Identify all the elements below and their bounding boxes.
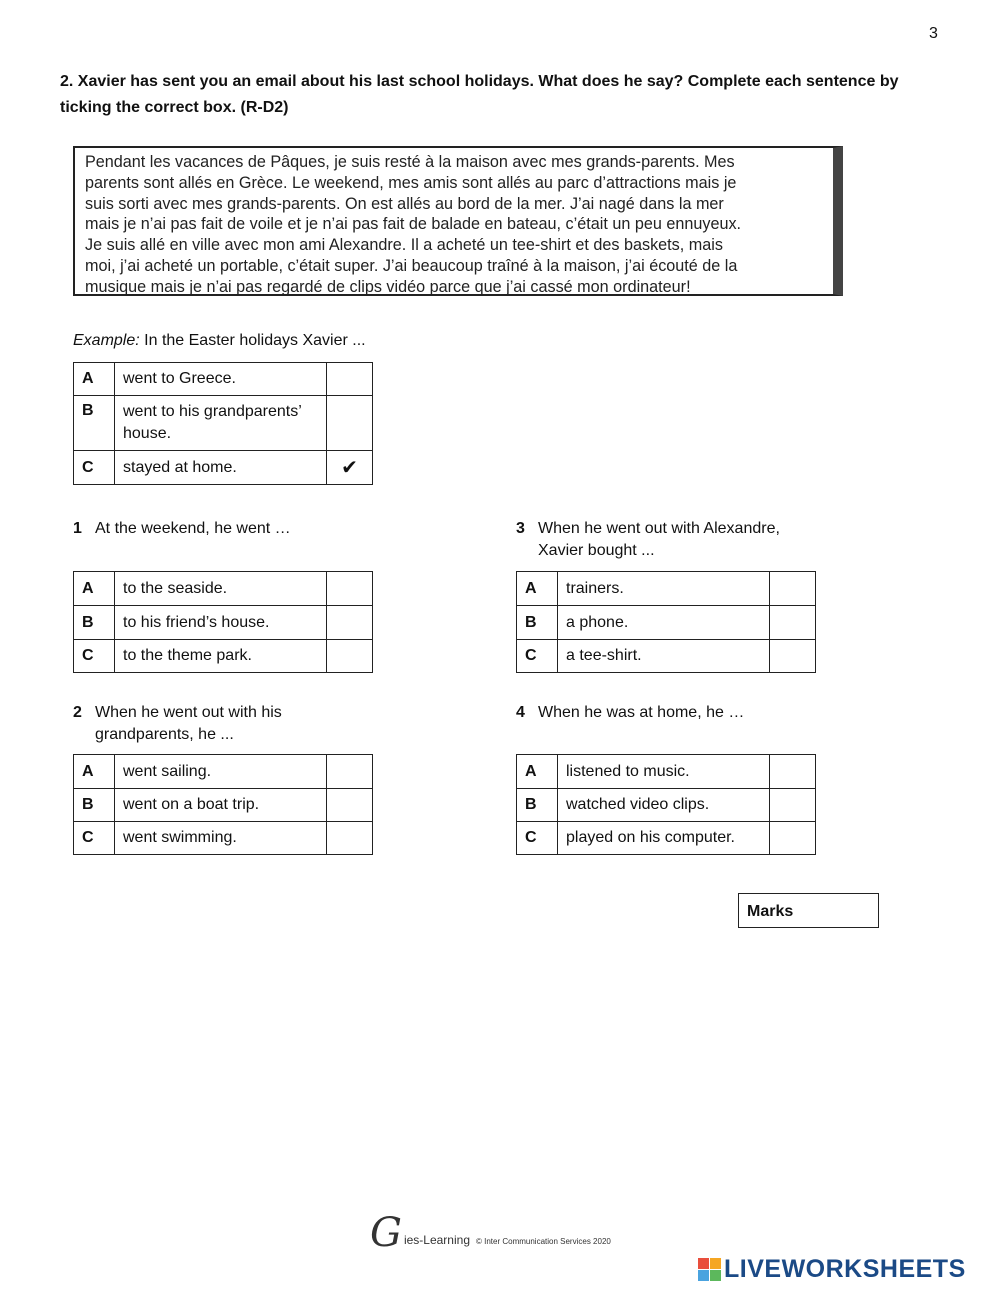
option-text: listened to music. xyxy=(558,755,770,789)
question-1-options-table xyxy=(73,571,373,673)
option-text: went on a boat trip. xyxy=(115,789,327,822)
question-number: 4 xyxy=(516,704,525,721)
option-letter: B xyxy=(74,396,115,451)
option-letter: A xyxy=(74,572,115,606)
option-letter: C xyxy=(74,640,115,673)
email-line: Je suis allé en ville avec mon ami Alexandre. Il a acheté un tee-shirt et des baskets, mais xyxy=(85,236,723,255)
email-line: mais je n’ai pas fait de voile et je n’ai pas fait de balade en bateau, c’était un peu ennuyeux. xyxy=(85,215,742,234)
option-text: trainers. xyxy=(558,572,770,606)
option-letter: A xyxy=(74,363,115,396)
option-text: to the theme park. xyxy=(115,640,327,673)
page-number: 3 xyxy=(929,25,938,42)
email-line: parents sont allés en Grèce. Le weekend, mes amis sont allés au parc d’attractions mais je xyxy=(85,173,737,192)
liveworksheets-logo xyxy=(698,1255,966,1284)
email-line: musique mais je n’ai pas regardé de clips vidéo parce que j’ai cassé mon ordinateur! xyxy=(85,277,691,296)
logo-square xyxy=(710,1258,721,1269)
example-options-table xyxy=(73,362,373,485)
option-letter: A xyxy=(517,572,558,606)
question-text: When he was at home, he … xyxy=(538,704,745,721)
option-row xyxy=(74,451,373,485)
option-letter: B xyxy=(74,789,115,822)
tick-box[interactable] xyxy=(327,822,373,855)
email-line: Pendant les vacances de Pâques, je suis resté à la maison avec mes grands-parents. Mes xyxy=(85,153,735,171)
option-text: went sailing. xyxy=(115,755,327,789)
question-2-prompt xyxy=(73,702,282,746)
question-2-options-table xyxy=(73,754,373,855)
option-text: went to Greece. xyxy=(115,363,327,396)
option-row xyxy=(74,789,373,822)
option-row xyxy=(74,363,373,396)
tick-box[interactable] xyxy=(770,822,816,855)
option-letter: C xyxy=(74,451,115,485)
tick-box[interactable] xyxy=(770,606,816,640)
question-number: 3 xyxy=(516,520,525,537)
tick-box[interactable] xyxy=(327,789,373,822)
email-line: moi, j’ai acheté un portable, c’était super. J’ai beaucoup traîné à la maison, j’ai écouté de la xyxy=(85,256,738,275)
marks-box[interactable]: Marks xyxy=(738,893,879,928)
instructions: 2. Xavier has sent you an email about his last school holidays. What does he say? Complete each sentence by ticking the correct box. (R-D2) xyxy=(60,73,899,116)
option-text: played on his computer. xyxy=(558,822,770,855)
option-row xyxy=(74,640,373,673)
tick-box[interactable] xyxy=(327,396,373,451)
tick-box[interactable] xyxy=(327,572,373,606)
option-text: watched video clips. xyxy=(558,789,770,822)
option-text: to his friend’s house. xyxy=(115,606,327,640)
copyright: © Inter Communication Services 2020 xyxy=(476,1237,611,1246)
option-letter: A xyxy=(517,755,558,789)
tick-box[interactable] xyxy=(327,363,373,396)
example-question: In the Easter holidays Xavier ... xyxy=(144,332,366,349)
tick-box[interactable] xyxy=(770,572,816,606)
liveworksheets-brand: LIVEWORKSHEETS xyxy=(724,1255,966,1283)
question-3-options-table xyxy=(516,571,816,673)
logo-glyph: G xyxy=(370,1210,402,1256)
question-4-prompt xyxy=(516,702,744,724)
option-row xyxy=(74,822,373,855)
option-row xyxy=(74,572,373,606)
option-text: to the seaside. xyxy=(115,572,327,606)
question-text: grandparents, he ... xyxy=(95,726,234,743)
option-row xyxy=(517,789,816,822)
option-text: a tee-shirt. xyxy=(558,640,770,673)
option-text: a phone. xyxy=(558,606,770,640)
option-text: went to his grandparents’ house. xyxy=(115,396,327,451)
email-line: suis sorti avec mes grands-parents. On est allés au bord de la mer. J’ai nagé dans la mer xyxy=(85,194,724,213)
option-row xyxy=(517,640,816,673)
option-row xyxy=(74,755,373,789)
option-row xyxy=(517,755,816,789)
option-row xyxy=(74,396,373,451)
question-1-prompt xyxy=(73,518,291,540)
tick-box[interactable] xyxy=(770,789,816,822)
question-text: Xavier bought ... xyxy=(538,542,655,559)
option-letter: B xyxy=(517,789,558,822)
question-4-options-table xyxy=(516,754,816,855)
tick-box-checked[interactable]: ✔ xyxy=(327,451,373,485)
example-prompt xyxy=(73,332,366,350)
option-text: stayed at home. xyxy=(115,451,327,485)
option-text: went swimming. xyxy=(115,822,327,855)
option-letter: B xyxy=(517,606,558,640)
option-row xyxy=(517,572,816,606)
question-text: When he went out with his xyxy=(95,704,282,721)
question-text: At the weekend, he went … xyxy=(95,520,291,537)
logo-square xyxy=(710,1270,721,1281)
option-row xyxy=(517,822,816,855)
tick-box[interactable] xyxy=(770,755,816,789)
publisher-logo xyxy=(370,1210,611,1256)
example-label: Example: xyxy=(73,332,140,349)
tick-box[interactable] xyxy=(327,755,373,789)
tick-box[interactable] xyxy=(327,606,373,640)
logo-square xyxy=(698,1258,709,1269)
option-row xyxy=(74,606,373,640)
email-text-box xyxy=(73,146,843,296)
option-letter: C xyxy=(517,640,558,673)
question-3-prompt xyxy=(516,518,780,562)
liveworksheets-icon xyxy=(698,1258,721,1281)
question-number: 2 xyxy=(73,704,82,721)
option-letter: A xyxy=(74,755,115,789)
question-text: When he went out with Alexandre, xyxy=(538,520,780,537)
option-letter: C xyxy=(517,822,558,855)
tick-box[interactable] xyxy=(327,640,373,673)
question-number: 1 xyxy=(73,520,82,537)
logo-square xyxy=(698,1270,709,1281)
option-row xyxy=(517,606,816,640)
option-letter: B xyxy=(74,606,115,640)
tick-box[interactable] xyxy=(770,640,816,673)
logo-name: ies-Learning xyxy=(403,1233,470,1247)
option-letter: C xyxy=(74,822,115,855)
